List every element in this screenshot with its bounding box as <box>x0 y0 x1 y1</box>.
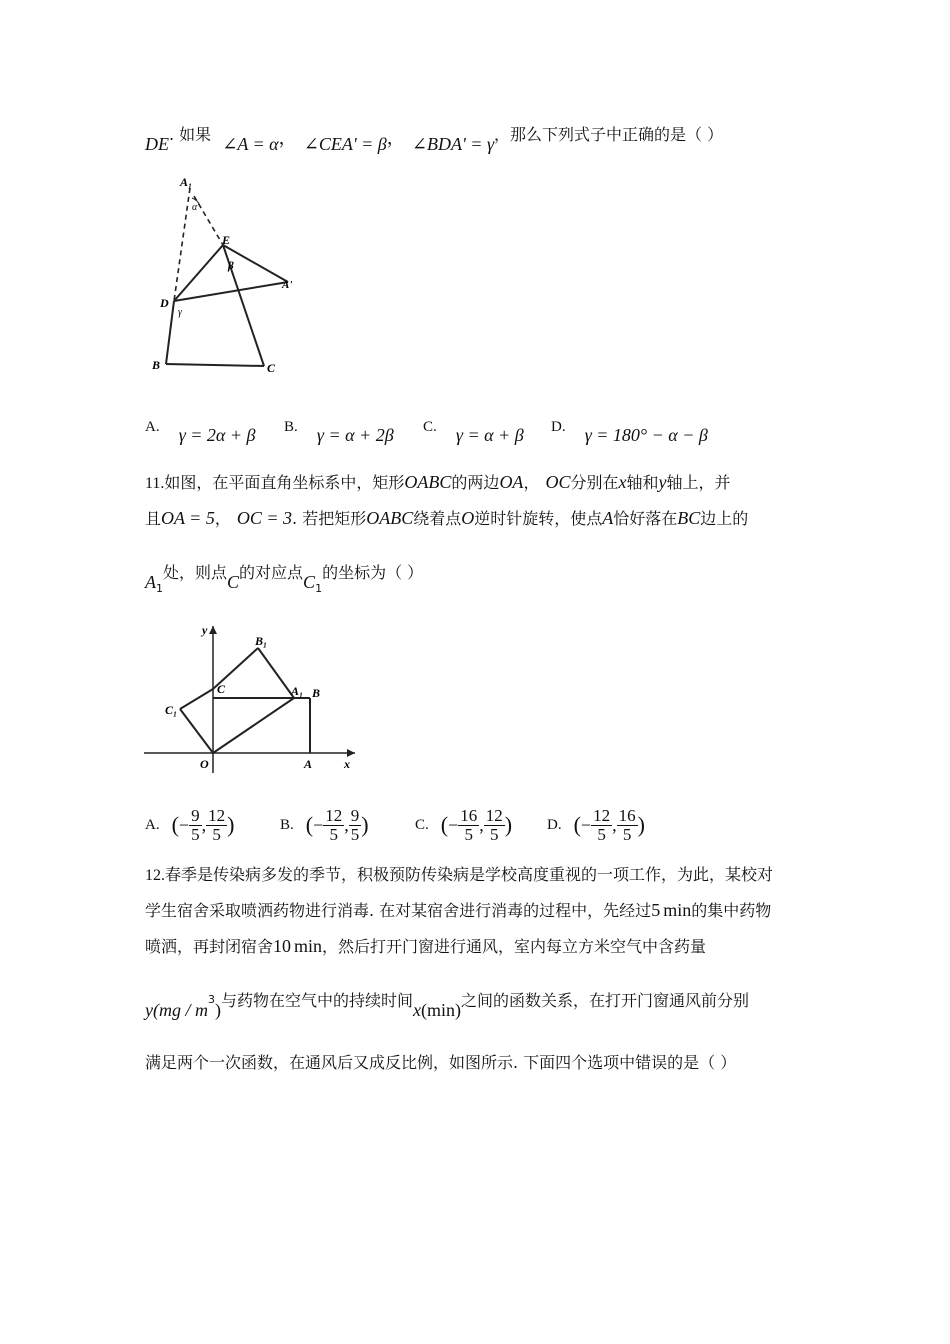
q11-l1-t1: 如图，在平面直角坐标系中，矩形 <box>164 473 405 492</box>
q11-option-d-d2: 5 <box>622 824 632 844</box>
q11-option-b[interactable] <box>280 803 369 847</box>
fig10-label-alpha: α <box>192 202 198 213</box>
q11-figure <box>140 618 365 778</box>
q11-line1 <box>145 470 731 493</box>
q11-option-b-d1: 5 <box>329 824 338 844</box>
q11-l3-s3: 1 <box>315 582 323 595</box>
q11-option-c[interactable] <box>415 803 512 847</box>
q12-l2-u1: min <box>663 900 692 920</box>
q11-l2-t6: 恰好落在 <box>613 509 678 528</box>
q11-option-d-frac2 <box>617 807 638 844</box>
fig10-label-a1: A₁ <box>180 175 193 189</box>
fig11-label-b1: B₁ <box>255 634 268 648</box>
q11-l2-t5: 逆时针旋转，使点 <box>474 509 603 528</box>
fig10-label-gamma: γ <box>178 307 182 318</box>
q11-l2-t3: . 若把矩形 <box>292 509 367 528</box>
fig11-label-o: O <box>200 757 209 771</box>
q12-l4-m1b: ) <box>214 1000 221 1020</box>
q11-option-c-d2: 5 <box>490 824 499 844</box>
q11-option-b-frac2 <box>349 807 362 844</box>
q11-option-b-label: B. <box>280 816 294 833</box>
q11-l1-m5: y <box>658 472 667 492</box>
q10-option-a-label: A. <box>145 419 160 435</box>
q10-sep1: ， <box>278 128 297 148</box>
q11-option-d-close: ) <box>637 812 645 837</box>
q11-option-a-open: ( <box>171 812 179 837</box>
q12-l2-m1: 5 <box>651 900 661 920</box>
q11-l3-m2: C <box>227 572 240 592</box>
fig10-label-d: D <box>160 296 169 310</box>
q11-l3-s1: 1 <box>156 582 163 595</box>
q11-l2-t7: 边上的 <box>700 509 749 528</box>
q11-option-b-comma: , <box>344 814 349 835</box>
q11-option-c-n1: 16 <box>460 805 478 825</box>
q11-option-a-d1: 5 <box>191 824 200 844</box>
q11-l1-t2: 的两边 <box>451 473 500 492</box>
q11-l2-m2: OC = 3 <box>236 508 293 528</box>
q11-option-d-label: D. <box>547 816 562 833</box>
q10-option-a[interactable] <box>145 415 256 445</box>
q11-option-a-frac2 <box>206 807 227 844</box>
fig10-label-e: E <box>222 233 231 247</box>
q10-option-c-label: C. <box>423 419 437 435</box>
q11-l3-m3: C <box>303 572 316 592</box>
q11-option-a-n1: 9 <box>191 805 200 825</box>
q11-l1-m2: OA <box>499 472 524 492</box>
q11-line2 <box>145 506 748 529</box>
fig11-label-b: B <box>312 686 321 700</box>
q11-l2-m4: O <box>461 508 475 528</box>
fig11-label-c1: C₁ <box>165 703 178 717</box>
q11-option-b-close: ) <box>361 812 369 837</box>
q10-option-c[interactable] <box>423 415 524 445</box>
q12-l4-t1: 与药物在空气中的持续时间 <box>220 991 413 1010</box>
fig11-label-c: C <box>217 682 226 696</box>
q11-option-b-n2: 9 <box>350 805 360 825</box>
q11-l2-m6: BC <box>677 508 701 528</box>
fig11-label-x: x <box>344 757 350 771</box>
q11-option-d-n1: 12 <box>593 805 611 825</box>
q11-option-d-comma: , <box>612 814 617 835</box>
q11-option-c-frac1 <box>458 807 479 844</box>
q10-sep2: ， <box>386 128 405 148</box>
q12-l2-t2: 的集中药物 <box>691 901 772 920</box>
q11-l3-t2: 的对应点 <box>239 563 304 582</box>
q11-l3-t3: 的坐标为（ ） <box>322 563 424 582</box>
q11-option-a-n2: 12 <box>208 805 226 825</box>
q11-l1-t6: 轴上，并 <box>666 473 731 492</box>
q10-tail: ，那么下列式子中正确的是（ ） <box>494 125 724 144</box>
q11-l2-m5: A <box>602 508 614 528</box>
q11-option-b-d2: 5 <box>350 824 360 844</box>
q11-l2-m1: OA = 5 <box>161 508 215 528</box>
q10-option-a-expr: γ = 2α + β <box>178 425 256 445</box>
q11-option-c-sign: − <box>448 814 459 835</box>
q10-option-c-expr: γ = α + β <box>455 425 524 445</box>
fig10-label-beta: β <box>228 260 234 272</box>
q10-option-b[interactable] <box>284 415 394 445</box>
q10-lead-math: DE <box>145 134 169 154</box>
q11-option-b-frac1 <box>323 807 344 844</box>
q11-option-a-close: ) <box>227 812 235 837</box>
q12-l5-text: 满足两个一次函数，在通风后又成反比例，如图所示. 下面四个选项中错误的是（ ） <box>145 1053 737 1072</box>
q11-option-b-open: ( <box>305 812 314 837</box>
q12-l4-sup: 3 <box>207 993 215 1006</box>
q10-option-b-label: B. <box>284 419 298 435</box>
q11-option-c-n2: 12 <box>485 805 503 825</box>
q11-l2-t1: 且 <box>145 509 162 528</box>
q11-option-c-label: C. <box>415 816 429 833</box>
q11-l2-t2: ， <box>214 509 231 528</box>
q11-option-d-frac1 <box>591 807 612 844</box>
q11-option-a-label: A. <box>145 816 160 833</box>
fig11-label-y: y <box>202 623 208 637</box>
q11-option-a-sign: − <box>178 814 190 835</box>
q11-l1-m3: OC <box>545 472 571 492</box>
q10-option-d-expr: γ = 180° − α − β <box>584 425 708 445</box>
q11-option-c-comma: , <box>479 814 484 835</box>
q11-l1-t3: ， <box>523 473 540 492</box>
q10-cond3: ∠BDA' = γ <box>411 134 495 154</box>
q10-option-d-label: D. <box>551 419 566 435</box>
q10-stem <box>145 120 723 152</box>
q12-l3-t2: ，然后打开门窗进行通风，室内每立方米空气中含药量 <box>322 937 707 956</box>
q11-option-a-comma: , <box>201 814 207 835</box>
q12-line2 <box>145 898 771 921</box>
q10-cond2: ∠CEA' = β <box>303 134 387 154</box>
q11-option-c-frac2 <box>484 807 505 844</box>
fig10-label-b: B <box>152 358 161 372</box>
q11-option-d-d1: 5 <box>597 824 606 844</box>
q12-l3-t1: 喷洒，再封闭宿舍 <box>145 937 274 956</box>
q11-option-a-frac1 <box>189 807 202 844</box>
q11-l3-m1: A <box>145 572 156 592</box>
fig11-label-a: A <box>304 757 313 771</box>
q11-option-a-d2: 5 <box>212 824 221 844</box>
fig10-label-c: C <box>267 361 276 375</box>
q11-line3 <box>145 560 424 595</box>
q10-cond1: ∠A = α <box>222 134 279 154</box>
q12-line1 <box>145 862 773 885</box>
q12-line5 <box>145 1050 736 1073</box>
q11-option-b-n1: 12 <box>325 805 343 825</box>
q12-line3 <box>145 934 706 957</box>
q11-option-c-d1: 5 <box>464 824 473 844</box>
q11-l1-m1: OABC <box>404 472 452 492</box>
q11-l2-m3: OABC <box>366 508 414 528</box>
fig11-label-a1: A₁ <box>291 684 304 698</box>
q12-l3-u1: min <box>294 936 323 956</box>
q12-l4-m2: x <box>413 1000 421 1020</box>
q11-option-b-sign: − <box>313 814 324 835</box>
q11-l2-t4: 绕着点 <box>413 509 462 528</box>
q10-figure <box>140 170 320 385</box>
q11-option-a[interactable] <box>145 803 234 847</box>
q11-option-d-n2: 16 <box>618 805 636 825</box>
q11-option-c-close: ) <box>504 812 513 837</box>
q12-l1-text: 春季是传染病多发的季节，积极预防传染病是学校高度重视的一项工作，为此，某校对 <box>165 865 774 884</box>
q11-number: 11. <box>145 475 165 492</box>
fig10-label-aprime: A' <box>282 279 293 291</box>
q12-l3-m1: 10 <box>273 936 292 956</box>
q11-l1-m4: x <box>618 472 627 492</box>
q11-l1-t4: 分别在 <box>570 473 619 492</box>
q10-option-d[interactable] <box>551 415 708 445</box>
q11-l1-t5: 轴和 <box>626 473 659 492</box>
q11-option-c-open: ( <box>440 812 449 837</box>
q10-option-b-expr: γ = α + 2β <box>316 425 394 445</box>
q12-l2-t1: 学生宿舍采取喷洒药物进行消毒. 在对某宿舍进行消毒的过程中，先经过 <box>145 901 652 920</box>
q12-number: 12. <box>145 867 165 884</box>
q10-lead-text: . 如果 <box>169 125 212 144</box>
q11-l3-t1: 处，则点 <box>163 563 228 582</box>
q12-l4-m1: y(mg / m <box>145 1000 208 1020</box>
q11-option-d-sign: − <box>580 814 592 835</box>
q12-line4 <box>145 988 750 1020</box>
q11-option-d-open: ( <box>573 812 581 837</box>
q11-option-d[interactable] <box>547 803 645 847</box>
q12-l4-t2: 之间的函数关系，在打开门窗通风前分别 <box>461 991 750 1010</box>
q12-l4-u2: (min) <box>421 1000 461 1020</box>
